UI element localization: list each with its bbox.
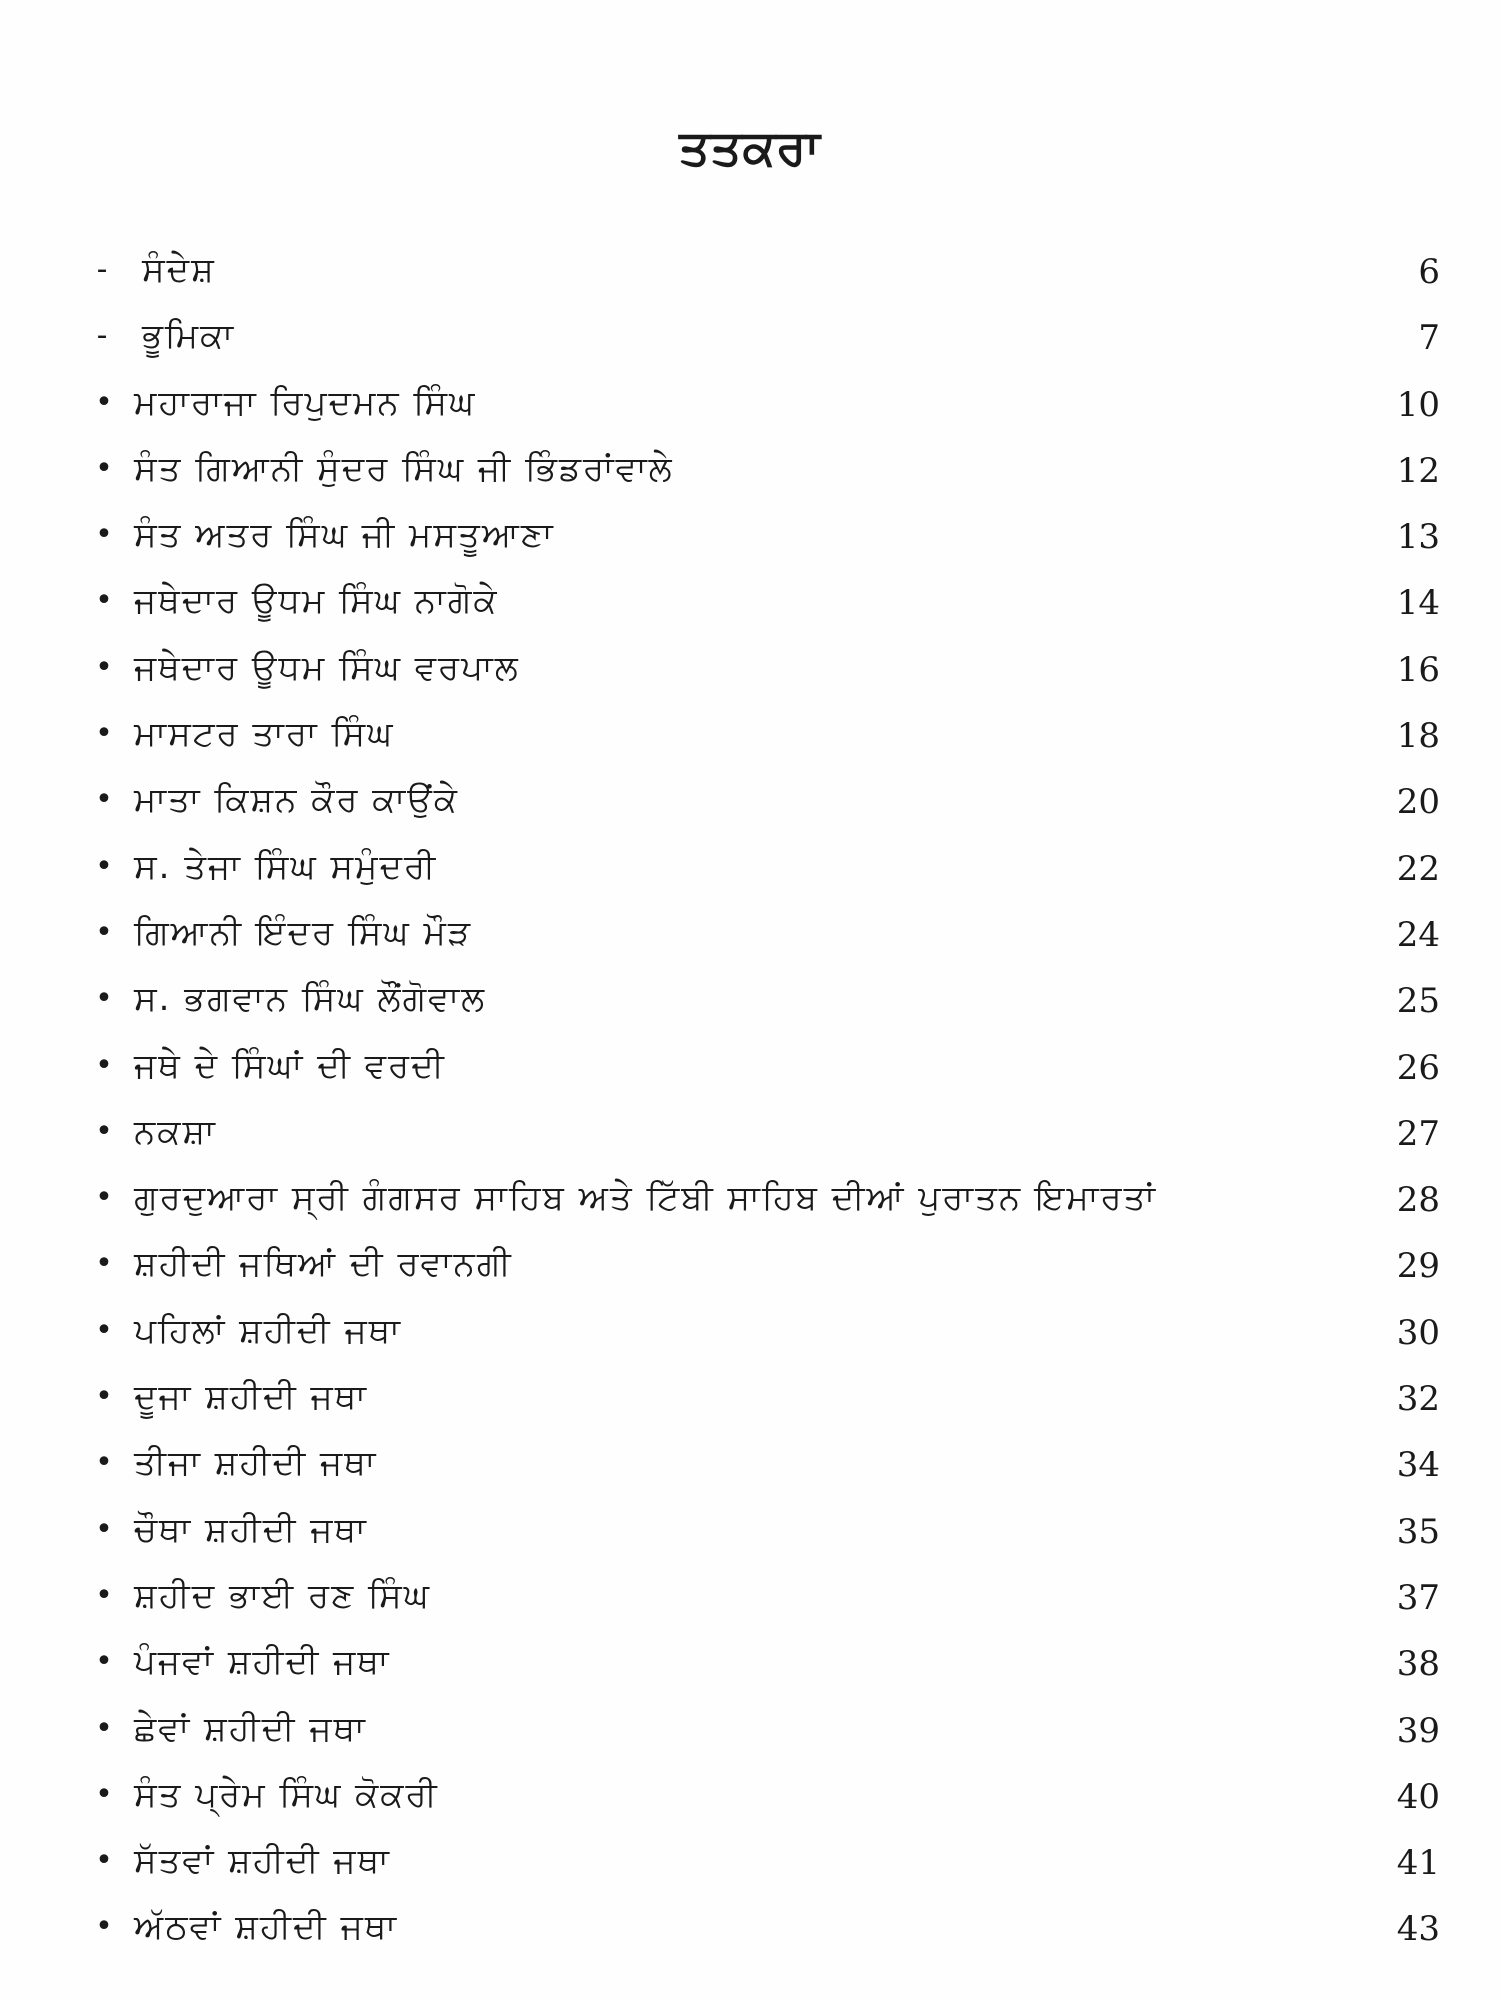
bullet-marker: • [95,450,113,486]
toc-entry [0,240,1500,306]
bullet-marker: • [95,1511,113,1547]
toc-entry-page-number: 7 [1418,318,1440,359]
bullet-marker: • [95,384,113,420]
bullet-marker: • [95,716,113,752]
bullet-marker: • [95,914,113,950]
toc-entry-page-number: 30 [1396,1312,1440,1353]
toc-entry [0,571,1500,637]
toc-entry-title: ਜਥੇਦਾਰ ਊਧਮ ਸਿੰਘ ਵਰਪਾਲ [134,647,520,688]
toc-entry-page-number: 24 [1396,914,1440,955]
bullet-marker: • [95,1113,113,1149]
toc-entry [0,1036,1500,1102]
toc-entry-page-number: 26 [1396,1047,1440,1088]
toc-entry-page-number: 16 [1396,649,1440,690]
bullet-marker: • [95,1909,113,1945]
bullet-marker: • [95,1710,113,1746]
page-title: ਤਤਕਰਾ [679,120,821,176]
toc-entry-title: ਸ਼ਹੀਦੀ ਜਥਿਆਂ ਦੀ ਰਵਾਨਗੀ [134,1244,513,1285]
toc-entry-page-number: 14 [1396,583,1440,624]
toc-entry-title: ਸੱਤਵਾਂ ਸ਼ਹੀਦੀ ਜਥਾ [134,1841,391,1882]
bullet-marker: • [95,1312,113,1348]
toc-entry-title: ਪੰਜਵਾਂ ਸ਼ਹੀਦੀ ਜਥਾ [134,1642,391,1683]
toc-entry-page-number: 20 [1396,782,1440,823]
toc-entry [0,1301,1500,1367]
toc-entry-page-number: 34 [1396,1445,1440,1486]
toc-entry-title: ਨਕਸ਼ਾ [134,1111,217,1152]
toc-entry-page-number: 22 [1396,848,1440,889]
bullet-marker: • [95,1445,113,1481]
toc-entry [0,1500,1500,1566]
toc-entry-title: ਸ਼ਹੀਦ ਭਾਈ ਰਣ ਸਿੰਘ [134,1575,431,1616]
toc-entry [0,1566,1500,1632]
toc-entry [0,373,1500,439]
toc-entry-page-number: 10 [1396,384,1440,425]
table-of-contents [0,240,1500,1964]
toc-entry-title: ਮਹਾਰਾਜਾ ਰਿਪੁਦਮਨ ਸਿੰਘ [134,382,477,423]
toc-entry [0,837,1500,903]
toc-entry-title: ਜਥੇਦਾਰ ਊਧਮ ਸਿੰਘ ਨਾਗੋਕੇ [134,581,499,622]
toc-entry-title: ਪਹਿਲਾਂ ਸ਼ਹੀਦੀ ਜਥਾ [134,1310,402,1351]
toc-entry-page-number: 12 [1396,450,1440,491]
toc-entry-title: ਤੀਜਾ ਸ਼ਹੀਦੀ ਜਥਾ [134,1443,378,1484]
toc-entry-page-number: 6 [1418,252,1440,292]
dash-marker: - [96,252,108,287]
toc-entry [0,1632,1500,1698]
bullet-marker: • [95,1776,113,1812]
toc-entry-title: ਭੂਮਿਕਾ [142,316,236,357]
toc-entry [0,903,1500,969]
toc-entry [0,770,1500,836]
toc-entry-page-number: 18 [1396,716,1440,757]
bullet-marker: • [95,1644,113,1680]
toc-entry [0,1102,1500,1168]
toc-entry [0,1699,1500,1765]
bullet-marker: • [95,1843,113,1879]
toc-entry-page-number: 32 [1396,1379,1440,1420]
toc-entry-page-number: 38 [1396,1644,1440,1685]
toc-entry [0,1831,1500,1897]
toc-entry-title: ਗਿਆਨੀ ਇੰਦਰ ਸਿੰਘ ਮੌੜ [134,912,473,953]
dash-marker: - [96,318,108,354]
toc-entry-page-number: 35 [1396,1511,1440,1552]
toc-entry-title: ਗੁਰਦੁਆਰਾ ਸ੍ਰੀ ਗੰਗਸਰ ਸਾਹਿਬ ਅਤੇ ਟਿੱਬੀ ਸਾਹਿਬ ਦੀਆਂ ਪੁਰਾਤਨ ਇਮਾਰਤਾਂ [134,1178,1158,1219]
toc-entry-title: ਜਥੇ ਦੇ ਸਿੰਘਾਂ ਦੀ ਵਰਦੀ [134,1045,446,1086]
toc-entry [0,1897,1500,1963]
toc-entry-title: ਅੱਠਵਾਂ ਸ਼ਹੀਦੀ ਜਥਾ [134,1907,399,1948]
toc-entry-title: ਸੰਤ ਅਤਰ ਸਿੰਘ ਜੀ ਮਸਤੂਆਣਾ [134,515,555,556]
bullet-marker: • [95,981,113,1017]
toc-entry-title: ਚੌਥਾ ਸ਼ਹੀਦੀ ਜਥਾ [134,1509,368,1550]
bullet-marker: • [95,583,113,619]
toc-entry-page-number: 29 [1396,1246,1440,1287]
toc-entry-page-number: 39 [1396,1710,1440,1751]
toc-entry [0,306,1500,372]
toc-entry-title: ਸੰਦੇਸ਼ [142,250,216,290]
toc-entry-page-number: 40 [1396,1776,1440,1817]
toc-entry-page-number: 28 [1396,1180,1440,1221]
toc-entry-page-number: 43 [1396,1909,1440,1950]
toc-entry-title: ਦੂਜਾ ਸ਼ਹੀਦੀ ਜਥਾ [134,1377,369,1418]
bullet-marker: • [95,1577,113,1613]
bullet-marker: • [95,782,113,818]
toc-entry-title: ਸੰਤ ਪ੍ਰੇਮ ਸਿੰਘ ਕੋਕਰੀ [134,1774,439,1815]
toc-entry [0,1765,1500,1831]
toc-entry-title: ਸੰਤ ਗਿਆਨੀ ਸੁੰਦਰ ਸਿੰਘ ਜੀ ਭਿੰਡਰਾਂਵਾਲੇ [134,448,674,489]
toc-entry-title: ਸ. ਤੇਜਾ ਸਿੰਘ ਸਮੁੰਦਰੀ [134,846,438,887]
bullet-marker: • [95,848,113,884]
bullet-marker: • [95,517,113,553]
toc-entry [0,439,1500,505]
bullet-marker: • [95,1246,113,1282]
toc-entry [0,1367,1500,1433]
toc-entry-title: ਮਾਤਾ ਕਿਸ਼ਨ ਕੌਰ ਕਾਉਂਕੇ [134,780,459,821]
toc-entry [0,1168,1500,1234]
toc-entry-page-number: 37 [1396,1577,1440,1618]
toc-entry [0,704,1500,770]
bullet-marker: • [95,1047,113,1083]
bullet-marker: • [95,1379,113,1415]
toc-entry-title: ਛੇਵਾਂ ਸ਼ਹੀਦੀ ਜਥਾ [134,1708,367,1749]
toc-entry-title: ਮਾਸਟਰ ਤਾਰਾ ਸਿੰਘ [134,714,395,755]
toc-entry-page-number: 25 [1396,981,1440,1022]
toc-entry [0,969,1500,1035]
toc-entry-page-number: 27 [1396,1113,1440,1154]
bullet-marker: • [95,1180,113,1216]
toc-entry [0,638,1500,704]
toc-entry [0,1234,1500,1300]
toc-entry [0,1433,1500,1499]
bullet-marker: • [95,649,113,685]
toc-entry-page-number: 13 [1396,517,1440,558]
toc-entry-title: ਸ. ਭਗਵਾਨ ਸਿੰਘ ਲੌਂਗੋਵਾਲ [134,979,487,1020]
toc-entry-page-number: 41 [1396,1843,1440,1884]
toc-entry [0,505,1500,571]
